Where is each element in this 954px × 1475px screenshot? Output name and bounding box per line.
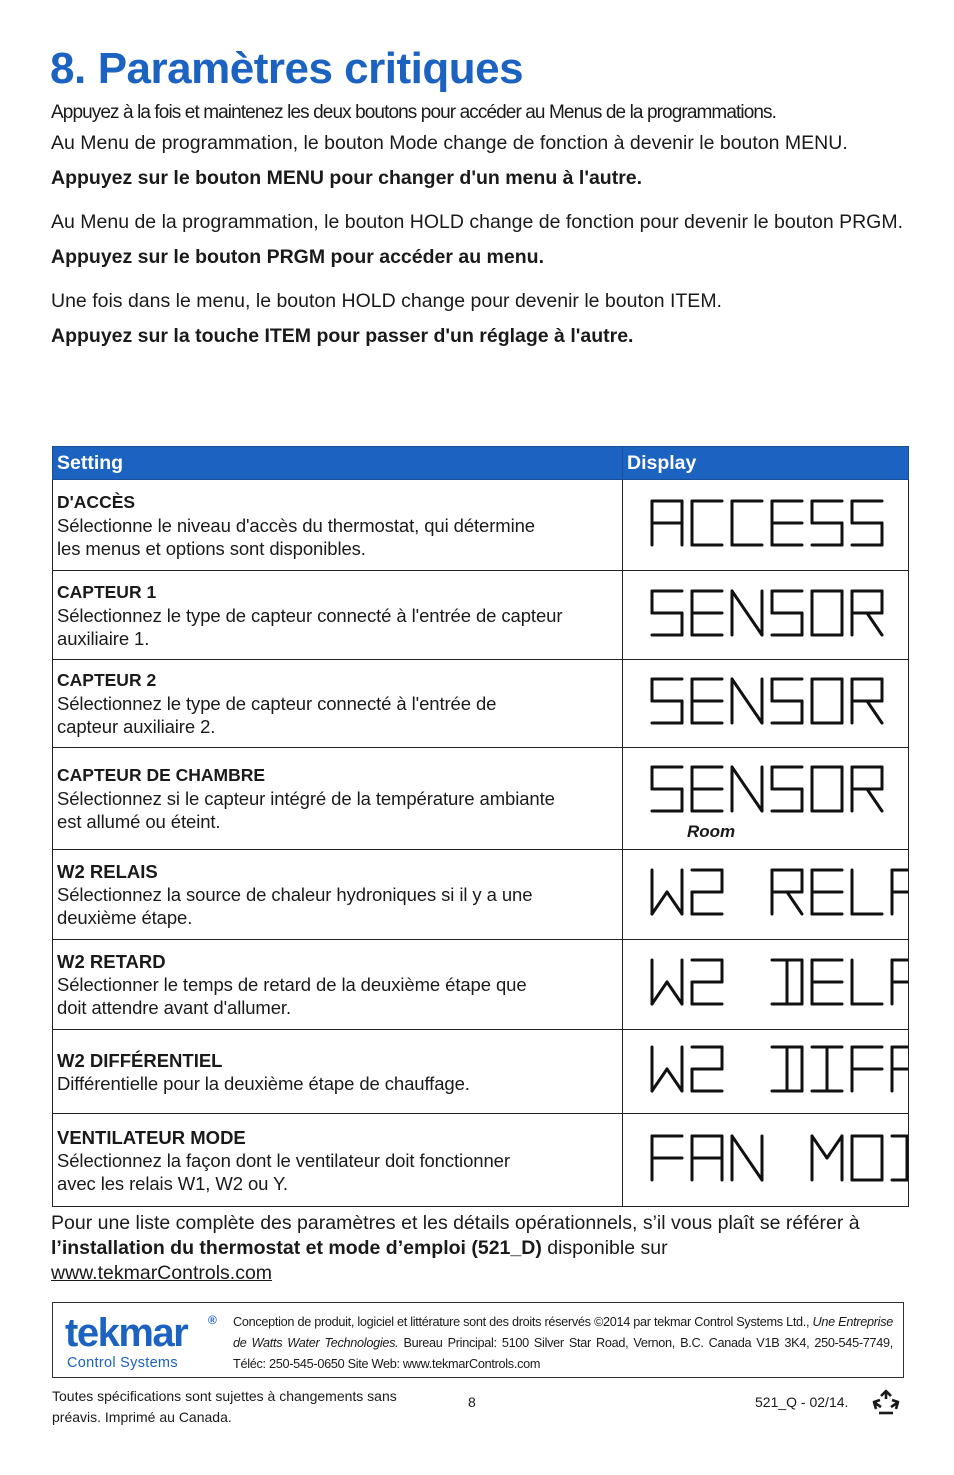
lcd-character	[852, 870, 882, 914]
fine-print: Toutes spécifications sont sujettes à changements sans préavis. Imprimé au Canada.	[52, 1388, 397, 1425]
table-row	[53, 480, 909, 571]
intro-line-2: Au Menu de programmation, le bouton Mode change de fonction à devenir le bouton MENU.	[51, 132, 848, 154]
lcd-character	[852, 1136, 882, 1180]
lcd-wrapper	[649, 498, 895, 548]
lcd-character	[692, 1047, 722, 1091]
table-row	[53, 940, 909, 1030]
lcd-character	[652, 960, 682, 1004]
setting-name: VENTILATEUR MODE	[57, 1126, 246, 1148]
setting-name: CAPTEUR 2	[57, 670, 157, 690]
lcd-display	[649, 867, 909, 917]
setting-description: avec les relais W1, W2 ou Y.	[57, 1172, 288, 1194]
intro-line-7: Appuyez sur la touche ITEM pour passer d'un réglage à l'autre.	[51, 325, 634, 347]
tekmar-logo	[65, 1311, 215, 1369]
setting-description: capteur auxiliaire 2.	[57, 716, 216, 737]
table-row	[53, 660, 909, 748]
lcd-display	[649, 1133, 909, 1183]
setting-cell	[53, 480, 623, 571]
lcd-character	[652, 1136, 682, 1180]
setting-cell	[53, 850, 623, 940]
setting-name: D'ACCÈS	[57, 491, 136, 512]
setting-description: Sélectionner le temps de retard de la deuxième étape que	[57, 974, 527, 995]
lcd-character	[692, 591, 722, 635]
lcd-character	[772, 870, 802, 914]
logo-registered-mark: ®	[208, 1313, 217, 1327]
lcd-display	[649, 1044, 909, 1094]
display-cell	[623, 940, 909, 1030]
lcd-character	[812, 960, 842, 1004]
copyright-company: Une Entreprise de Watts Water Technologies.	[233, 1315, 893, 1350]
display-cell	[623, 571, 909, 660]
lcd-character	[692, 679, 722, 723]
lcd-character	[692, 767, 722, 811]
setting-description: Sélectionnez si le capteur intégré de la température ambiante	[57, 788, 555, 809]
setting-cell	[53, 660, 623, 748]
setting-description: Sélectionnez le type de capteur connecté à l'entrée de capteur	[57, 604, 563, 626]
outro-manual-title: l’installation du thermostat et mode d’emploi (521_D)	[51, 1237, 542, 1259]
lcd-display	[649, 676, 909, 726]
setting-description: Sélectionnez la source de chaleur hydroniques si il y a une	[57, 884, 533, 905]
footer-box	[52, 1302, 904, 1378]
setting-description: Différentielle pour la deuxième étape de chauffage.	[57, 1072, 470, 1094]
setting-name: CAPTEUR DE CHAMBRE	[57, 765, 266, 785]
lcd-character	[652, 679, 682, 723]
lcd-character	[732, 501, 762, 545]
table-row	[53, 748, 909, 850]
lcd-character	[692, 870, 722, 914]
intro-text	[51, 100, 911, 349]
display-cell	[623, 1030, 909, 1114]
setting-description: Sélectionnez la façon dont le ventilateur doit fonctionner	[57, 1149, 510, 1171]
lcd-character	[812, 870, 842, 914]
lcd-character	[732, 1136, 762, 1180]
copyright-text: Conception de produit, logiciel et littérature sont des droits réservés ©2014 par tekmar Control Systems Ltd., Une Entreprise de Watts Water Technologies. Bureau Principal: 5100 Silver Star Road, Vernon, B.C. Canada V1B 3K4, 250-545-7749, Téléc: 250-545-0650 Site Web: www.tekmarControls.com	[233, 1315, 893, 1371]
display-cell	[623, 748, 909, 850]
lcd-character	[772, 960, 802, 1004]
lcd-character	[892, 960, 909, 1004]
lcd-character	[852, 679, 882, 723]
lcd-character	[772, 767, 802, 811]
lcd-character	[772, 1047, 802, 1091]
header-setting: Setting	[53, 447, 623, 480]
page-number: 8	[468, 1394, 476, 1410]
lcd-sublabel: Room	[687, 822, 736, 841]
lcd-character	[652, 1047, 682, 1091]
intro-line-5: Appuyez sur le bouton PRGM pour accéder au menu.	[51, 246, 544, 268]
lcd-display	[649, 957, 909, 1007]
lcd-character	[652, 767, 682, 811]
lcd-character	[852, 501, 882, 545]
setting-cell	[53, 1114, 623, 1207]
setting-description: deuxième étape.	[57, 907, 193, 928]
outro-text-1: Pour une liste complète des paramètres et les détails opérationnels, s’il vous plaît se référer à	[51, 1212, 860, 1234]
intro-line-4: Au Menu de la programmation, le bouton HOLD change de fonction pour devenir le bouton PRGM.	[51, 211, 904, 233]
lcd-display	[649, 588, 909, 638]
setting-name: W2 RETARD	[57, 951, 166, 972]
lcd-character	[812, 501, 842, 545]
lcd-character	[732, 591, 762, 635]
setting-name: W2 RELAIS	[57, 861, 158, 882]
intro-line-3: Appuyez sur le bouton MENU pour changer d'un menu à l'autre.	[51, 167, 643, 189]
lcd-character	[652, 501, 682, 545]
intro-line-1: Appuyez à la fois et maintenez les deux boutons pour accéder au Menus de la programmations.	[51, 102, 777, 123]
lcd-wrapper	[649, 1044, 909, 1094]
lcd-character	[652, 591, 682, 635]
lcd-character	[692, 1136, 722, 1180]
display-cell	[623, 480, 909, 571]
table-row	[53, 850, 909, 940]
setting-cell	[53, 571, 623, 660]
settings-table	[52, 446, 909, 1207]
lcd-wrapper	[649, 867, 909, 917]
setting-description: auxiliaire 1.	[57, 627, 150, 649]
lcd-character	[812, 1136, 842, 1180]
setting-name: CAPTEUR 1	[57, 581, 157, 602]
header-display: Display	[623, 447, 909, 480]
logo-wordmark: tekmar	[65, 1311, 188, 1355]
outro-text-2: disponible sur	[541, 1237, 668, 1259]
lcd-character	[772, 501, 802, 545]
display-cell	[623, 660, 909, 748]
section-number: 8.	[50, 44, 86, 93]
lcd-character	[812, 591, 842, 635]
section-title: Paramètres critiques	[97, 44, 524, 93]
document-reference: 521_Q - 02/14.	[755, 1394, 849, 1410]
table-row	[53, 571, 909, 660]
setting-cell	[53, 1030, 623, 1114]
lcd-wrapper	[649, 764, 895, 841]
lcd-display	[649, 764, 895, 814]
lcd-character	[732, 767, 762, 811]
website-link[interactable]: www.tekmarControls.com	[51, 1262, 273, 1284]
lcd-character	[692, 960, 722, 1004]
setting-cell	[53, 748, 623, 850]
display-cell	[623, 850, 909, 940]
lcd-wrapper	[649, 676, 909, 726]
setting-description: est allumé ou éteint.	[57, 811, 221, 832]
page-title	[50, 44, 523, 94]
lcd-display	[649, 498, 895, 548]
setting-cell	[53, 940, 623, 1030]
lcd-wrapper	[649, 1133, 909, 1183]
intro-line-6: Une fois dans le menu, le bouton HOLD change pour devenir le bouton ITEM.	[51, 290, 722, 312]
lcd-character	[692, 501, 722, 545]
lcd-wrapper	[649, 957, 909, 1007]
lcd-character	[892, 1136, 909, 1180]
lcd-character	[772, 679, 802, 723]
lcd-character	[812, 1047, 842, 1091]
lcd-character	[852, 591, 882, 635]
setting-description: Sélectionne le niveau d'accès du thermostat, qui détermine	[57, 514, 535, 536]
lcd-character	[652, 870, 682, 914]
lcd-character	[852, 1047, 882, 1091]
display-cell	[623, 1114, 909, 1207]
table-header-row	[53, 447, 909, 480]
setting-description: doit attendre avant d'allumer.	[57, 997, 291, 1018]
lcd-wrapper	[649, 588, 909, 638]
lcd-character	[812, 679, 842, 723]
lcd-character	[732, 679, 762, 723]
lcd-character	[852, 767, 882, 811]
lcd-character	[892, 1047, 909, 1091]
lcd-character	[852, 960, 882, 1004]
lcd-character	[892, 870, 909, 914]
setting-description: les menus et options sont disponibles.	[57, 537, 366, 559]
table-row	[53, 1030, 909, 1114]
setting-description: Sélectionnez le type de capteur connecté à l'entrée de	[57, 693, 497, 714]
outro-text	[51, 1211, 921, 1286]
logo-subtitle: Control Systems	[67, 1355, 178, 1371]
table-row	[53, 1114, 909, 1207]
recycle-icon	[872, 1389, 900, 1417]
lcd-character	[812, 767, 842, 811]
lcd-character	[772, 591, 802, 635]
setting-name: W2 DIFFÉRENTIEL	[57, 1049, 223, 1071]
